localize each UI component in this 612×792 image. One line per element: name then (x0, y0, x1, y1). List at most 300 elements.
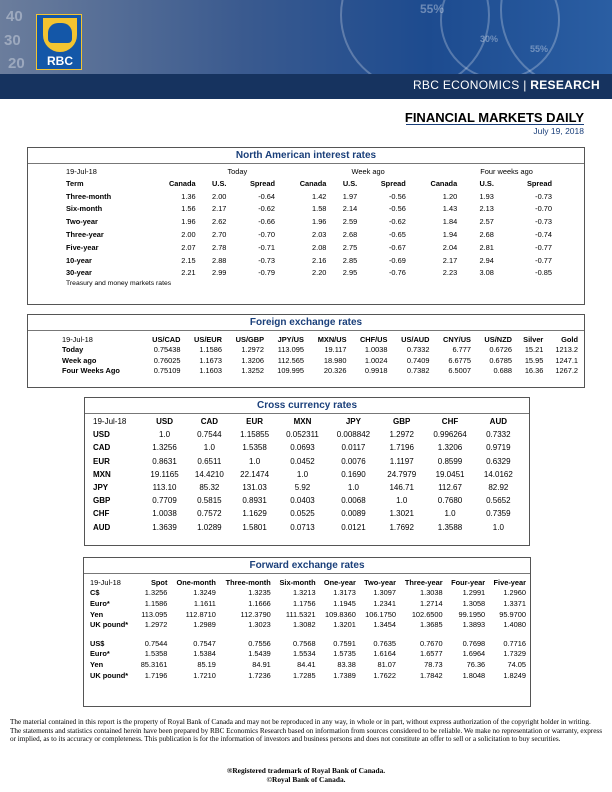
table-cell: -0.65 (388, 230, 406, 240)
table-cell: 0.8599 (437, 456, 463, 466)
row-label: C$ (90, 588, 100, 598)
rbc-logo (36, 14, 82, 70)
table-cell: -0.73 (535, 217, 552, 227)
table-cell: -0.62 (388, 217, 406, 227)
banner-number: 30 (4, 32, 21, 49)
table-cell: 1.7210 (193, 670, 216, 680)
table-row (64, 241, 554, 254)
row-label: 10-year (66, 255, 92, 265)
na-rates-title: North American interest rates (28, 148, 584, 164)
table-cell: -0.56 (388, 191, 406, 201)
table-row (64, 166, 554, 177)
table-cell: 2.00 (212, 191, 227, 201)
column-header: Canada (168, 178, 196, 188)
column-header: CNY/US (443, 334, 471, 344)
table-cell: 0.7547 (193, 638, 216, 648)
table-cell: 1.3082 (293, 620, 316, 630)
forward-rates-panel (83, 557, 531, 707)
table-cell: 2.03 (312, 230, 327, 240)
table-cell: 82.92 (488, 483, 509, 493)
table-cell: 1.94 (442, 230, 458, 240)
table-cell: 1.1586 (199, 345, 222, 355)
table-cell: 0.008842 (336, 430, 371, 440)
table-cell: 24.7979 (387, 469, 417, 479)
table-cell: 109.8360 (325, 609, 356, 619)
table-cell: 0.0713 (290, 522, 315, 532)
table-cell: 0.7382 (406, 366, 430, 376)
table-cell: 1.8048 (462, 670, 486, 680)
table-row (88, 638, 528, 649)
column-header: Five-year (493, 577, 526, 587)
table-header-row (91, 415, 521, 428)
table-cell: 2.17 (442, 255, 458, 265)
table-cell: 2.07 (181, 242, 196, 252)
banner-prefix: RBC ECONOMICS (412, 78, 520, 92)
forward-rates-table (88, 577, 528, 680)
column-header: Two-year (364, 577, 396, 587)
column-header: CAD (200, 417, 219, 427)
table-cell: 0.75438 (153, 345, 181, 355)
table-row (60, 366, 580, 377)
column-header: U.S. (212, 178, 227, 188)
table-cell: 1.3588 (437, 522, 463, 532)
table-cell: 1.8249 (503, 670, 526, 680)
table-cell: 2.81 (479, 242, 494, 252)
table-row (64, 190, 554, 203)
table-row (88, 609, 528, 620)
banner-number: 20 (8, 55, 25, 72)
table-cell: 0.1690 (341, 469, 366, 479)
table-cell: 1.2960 (503, 588, 526, 598)
table-cell: 1.5384 (193, 649, 216, 659)
table-cell: 2.70 (212, 230, 227, 240)
table-cell: 1.93 (479, 191, 494, 201)
table-cell: 1.3893 (462, 620, 486, 630)
banner-number: 40 (6, 8, 23, 25)
table-cell: -0.73 (535, 191, 552, 201)
table-cell: 1.2989 (193, 620, 216, 630)
row-label: Three-month (66, 191, 112, 201)
row-label: Six-month (66, 204, 103, 214)
row-label: US$ (90, 638, 105, 648)
table-cell: 0.6511 (197, 456, 222, 466)
cross-rates-title: Cross currency rates (85, 398, 529, 414)
table-cell: 146.71 (389, 483, 414, 493)
column-header: Gold (561, 334, 578, 344)
table-cell: 0.76025 (153, 355, 181, 365)
table-cell: 112.8710 (185, 609, 216, 619)
table-cell: 1.3173 (333, 588, 356, 598)
title-divider (406, 124, 584, 125)
table-cell: 2.15 (181, 255, 196, 265)
table-row (60, 345, 580, 356)
table-cell: 1.3454 (373, 620, 396, 630)
row-label: GBP (93, 496, 111, 506)
table-cell: 2.17 (212, 204, 227, 214)
table-cell: 20.326 (323, 366, 347, 376)
table-cell: 0.5815 (197, 496, 222, 506)
table-cell: 1.3206 (437, 443, 463, 453)
banner-suffix: RESEARCH (530, 78, 600, 92)
table-cell: 1267.2 (555, 366, 578, 376)
table-cell: 109.995 (277, 366, 304, 376)
table-cell: 1.0 (444, 509, 456, 519)
table-cell: 0.0068 (341, 496, 366, 506)
table-cell: 1.3256 (144, 588, 168, 598)
column-header: U.S. (342, 178, 358, 188)
table-cell: 2.08 (312, 242, 327, 252)
table-cell: 1.3371 (503, 598, 526, 608)
column-header: JPY/US (277, 334, 304, 344)
table-cell: -0.70 (535, 204, 552, 214)
table-cell: 2.21 (181, 268, 196, 278)
table-row (60, 355, 580, 366)
table-cell: 112.565 (277, 355, 304, 365)
table-cell: -0.85 (535, 268, 552, 278)
spacer-row (88, 630, 528, 638)
table-cell: 1.5801 (242, 522, 267, 532)
column-header: Spread (380, 178, 406, 188)
column-header: JPY (345, 417, 361, 427)
table-cell: 0.0693 (290, 443, 315, 453)
table-cell: 85.32 (199, 483, 220, 493)
table-cell: 1.96 (181, 217, 196, 227)
column-header: One-month (176, 577, 216, 587)
table-cell: 81.07 (377, 659, 396, 669)
table-cell: 0.688 (493, 366, 512, 376)
table-cell: 1.6577 (420, 649, 443, 659)
table-cell: 112.67 (438, 483, 462, 493)
table-cell: 6.6775 (448, 355, 471, 365)
table-cell: 102.6500 (411, 609, 443, 619)
table-cell: 1.3685 (420, 620, 443, 630)
group-header: Four weeks ago (480, 167, 533, 176)
table-date: 19-Jul-18 (62, 334, 93, 344)
column-header: USD (156, 417, 173, 427)
table-cell: 1.7196 (389, 443, 414, 453)
table-cell: 1.3213 (293, 588, 316, 598)
table-row (88, 598, 528, 609)
table-cell: -0.79 (258, 268, 276, 278)
row-label: UK pound* (90, 620, 129, 630)
table-cell: 1.0024 (364, 355, 388, 365)
column-header: Term (66, 178, 84, 188)
table-cell: 1.56 (181, 204, 196, 214)
table-cell: 2.94 (479, 255, 494, 265)
table-cell: 1.3235 (248, 588, 271, 598)
table-cell: 1.3206 (241, 355, 265, 365)
row-label: EUR (93, 456, 110, 466)
na-rates-note: Treasury and money markets rates (66, 280, 172, 288)
table-cell: -0.56 (388, 204, 406, 214)
fx-rates-title: Foreign exchange rates (28, 315, 584, 331)
row-label: CAD (93, 443, 111, 453)
table-cell: 1.2972 (241, 345, 265, 355)
table-cell: 112.3790 (240, 609, 271, 619)
table-cell: 0.7359 (486, 509, 511, 519)
row-label: 30-year (66, 268, 92, 278)
column-header: Three-month (225, 577, 271, 587)
table-row (91, 441, 521, 454)
table-cell: 1.4080 (503, 620, 526, 630)
table-cell: 2.85 (342, 255, 358, 265)
table-row (91, 521, 521, 534)
table-cell: 2.88 (212, 255, 227, 265)
table-cell: 83.38 (337, 659, 356, 669)
table-header-row (64, 177, 554, 190)
table-cell: 19.0451 (435, 469, 465, 479)
table-cell: 1.2714 (420, 598, 443, 608)
table-cell: 85.3161 (140, 659, 168, 669)
column-header: Spread (526, 178, 552, 188)
table-cell: 0.9918 (364, 366, 388, 376)
table-row (88, 619, 528, 630)
table-cell: 113.095 (277, 345, 304, 355)
table-cell: 5.92 (294, 483, 311, 493)
row-label: Five-year (66, 242, 99, 252)
column-header: Four-year (451, 577, 486, 587)
table-cell: 0.7332 (486, 430, 511, 440)
table-cell: -0.62 (258, 204, 276, 214)
table-cell: 6.5007 (448, 366, 471, 376)
table-cell: 2.16 (312, 255, 327, 265)
table-cell: -0.74 (535, 230, 552, 240)
table-cell: -0.70 (258, 230, 276, 240)
table-cell: 1.1673 (199, 355, 222, 365)
table-cell: 1.1756 (293, 598, 316, 608)
trademark-note: ®Registered trademark of Royal Bank of Canada. (226, 766, 386, 775)
column-header: EUR (246, 417, 264, 427)
table-cell: 1.3097 (373, 588, 396, 598)
table-cell: 2.68 (342, 230, 358, 240)
table-row (91, 507, 521, 520)
table-cell: 1.3256 (152, 443, 177, 453)
fx-rates-panel (27, 314, 585, 388)
table-cell: 0.0076 (341, 456, 366, 466)
column-header: AUD (489, 417, 508, 427)
table-cell: 0.7409 (406, 355, 430, 365)
table-cell: 0.6785 (489, 355, 512, 365)
table-header-row (88, 577, 528, 588)
table-cell: -0.71 (258, 242, 276, 252)
table-cell: 6.777 (452, 345, 471, 355)
table-cell: 1.5534 (293, 649, 316, 659)
table-cell: 16.36 (524, 366, 544, 376)
table-row (88, 670, 528, 681)
table-cell: 1.5358 (144, 649, 168, 659)
table-row (64, 203, 554, 216)
table-cell: 99.1950 (458, 609, 486, 619)
row-label: Yen (90, 609, 104, 619)
table-header-row (60, 334, 580, 345)
table-cell: 113.10 (152, 483, 177, 493)
table-row (91, 428, 521, 441)
column-header: US/EUR (194, 334, 222, 344)
table-cell: -0.67 (388, 242, 406, 252)
table-cell: 0.0089 (341, 509, 366, 519)
table-cell: 1.1611 (193, 598, 216, 608)
table-cell: 1.7842 (420, 670, 443, 680)
table-row (88, 588, 528, 599)
table-cell: 0.7544 (197, 430, 222, 440)
table-cell: 2.78 (212, 242, 227, 252)
table-cell: 1.0 (296, 469, 309, 479)
table-cell: 1.42 (312, 191, 327, 201)
row-label: MXN (93, 469, 111, 479)
logo-text: RBC (47, 54, 73, 68)
table-cell: 1213.2 (555, 345, 578, 355)
table-cell: -0.77 (535, 255, 552, 265)
table-cell: 1.36 (181, 191, 196, 201)
table-cell: 0.0117 (341, 443, 366, 453)
table-cell: 2.13 (479, 204, 494, 214)
table-cell: 1.5735 (333, 649, 356, 659)
table-cell: 2.23 (442, 268, 458, 278)
row-label: Three-year (66, 230, 104, 240)
column-header: US/CAD (152, 334, 181, 344)
column-header: Spot (150, 577, 168, 587)
table-cell: 131.03 (242, 483, 267, 493)
row-label: Week ago (62, 355, 97, 365)
table-row (91, 481, 521, 494)
table-cell: -0.73 (258, 255, 276, 265)
table-cell: 1.3252 (241, 366, 265, 376)
row-label: Euro* (90, 598, 110, 608)
table-cell: 1.7236 (248, 670, 271, 680)
table-cell: 1.6964 (462, 649, 486, 659)
cross-rates-table (91, 415, 521, 534)
table-cell: 0.052311 (286, 430, 319, 440)
table-cell: 1.0 (396, 496, 408, 506)
table-cell: 1.7329 (503, 649, 526, 659)
table-cell: 0.7709 (152, 496, 177, 506)
group-header: Week ago (351, 167, 385, 176)
row-label: AUD (93, 522, 111, 532)
table-cell: 1.0 (347, 483, 359, 493)
table-cell: 1.7389 (333, 670, 356, 680)
table-cell: 1.1945 (333, 598, 356, 608)
table-cell: 0.7716 (503, 638, 526, 648)
banner-number: 55% (530, 44, 549, 54)
table-date: 19-Jul-18 (66, 167, 97, 176)
group-header: Today (227, 167, 248, 176)
page-date: July 19, 2018 (533, 126, 584, 136)
table-cell: 2.68 (479, 230, 494, 240)
table-cell: 1.6164 (373, 649, 396, 659)
table-row (91, 455, 521, 468)
table-cell: 1.3023 (248, 620, 271, 630)
table-date: 19-Jul-18 (93, 417, 127, 427)
header-banner (0, 0, 612, 99)
table-cell: 1.1197 (389, 456, 414, 466)
table-cell: 1.2341 (373, 598, 396, 608)
table-cell: 2.99 (212, 268, 227, 278)
table-cell: 0.75109 (153, 366, 181, 376)
table-row (91, 468, 521, 481)
column-header: MXN (293, 417, 312, 427)
table-row (64, 254, 554, 267)
column-header: GBP (393, 417, 411, 427)
table-cell: 0.0403 (290, 496, 315, 506)
table-cell: 0.6329 (486, 456, 511, 466)
table-cell: 2.62 (212, 217, 227, 227)
table-cell: 1.84 (442, 217, 458, 227)
table-cell: 1.5358 (242, 443, 267, 453)
table-cell: 1.0 (249, 456, 261, 466)
table-cell: 1.5439 (248, 649, 271, 659)
table-cell: 0.7572 (197, 509, 222, 519)
na-rates-panel (27, 147, 585, 305)
table-cell: 2.14 (342, 204, 358, 214)
table-row (64, 228, 554, 241)
table-cell: 19.1165 (150, 469, 179, 479)
table-cell: 0.0121 (341, 522, 366, 532)
table-cell: 1.58 (312, 204, 327, 214)
page-title: FINANCIAL MARKETS DAILY (404, 110, 584, 125)
table-cell: 2.20 (312, 268, 327, 278)
table-cell: 1.7285 (293, 670, 316, 680)
column-header: Canada (430, 178, 458, 188)
table-cell: 3.08 (479, 268, 494, 278)
table-cell: 0.7635 (373, 638, 396, 648)
column-header: US/NZD (484, 334, 512, 344)
table-cell: 15.21 (524, 345, 544, 355)
table-cell: 0.0525 (290, 509, 315, 519)
table-cell: 1.1603 (199, 366, 222, 376)
table-cell: 1.3021 (389, 509, 414, 519)
table-cell: 1.15855 (240, 430, 270, 440)
table-cell: 19.117 (324, 345, 347, 355)
column-header: CHF (441, 417, 459, 427)
forward-rates-title: Forward exchange rates (84, 558, 530, 574)
table-cell: 84.91 (252, 659, 271, 669)
table-cell: 1.7196 (144, 670, 168, 680)
na-rates-table (64, 166, 554, 279)
column-header: Canada (299, 178, 327, 188)
table-cell: 2.59 (342, 217, 358, 227)
column-header: Six-month (279, 577, 316, 587)
table-cell: 18.980 (323, 355, 347, 365)
table-cell: 0.7332 (406, 345, 430, 355)
row-label: Euro* (90, 649, 110, 659)
column-header: MXN/US (317, 334, 347, 344)
table-cell: 0.7568 (293, 638, 316, 648)
table-row (88, 659, 528, 670)
table-cell: 1.0 (492, 522, 504, 532)
table-row (64, 215, 554, 228)
copyright-note: ©Royal Bank of Canada. (266, 775, 346, 784)
table-cell: -0.76 (388, 268, 406, 278)
table-cell: 1.3038 (420, 588, 443, 598)
column-header: Three-year (404, 577, 443, 587)
column-header: Spread (249, 178, 276, 188)
banner-separator: | (523, 78, 527, 92)
table-cell: 1.20 (442, 191, 458, 201)
table-cell: 1.43 (442, 204, 458, 214)
table-cell: 76.36 (466, 659, 486, 669)
table-cell: 1.0038 (152, 509, 177, 519)
table-cell: 74.05 (507, 659, 526, 669)
table-cell: 14.0162 (483, 469, 513, 479)
fx-rates-table (60, 334, 580, 376)
table-cell: -0.77 (535, 242, 552, 252)
table-cell: 1.2991 (462, 588, 486, 598)
table-cell: 0.6726 (489, 345, 512, 355)
table-cell: 0.9719 (486, 443, 511, 453)
table-cell: 1.0 (158, 430, 171, 440)
table-cell: 1.0289 (197, 522, 222, 532)
table-cell: 2.75 (342, 242, 358, 252)
